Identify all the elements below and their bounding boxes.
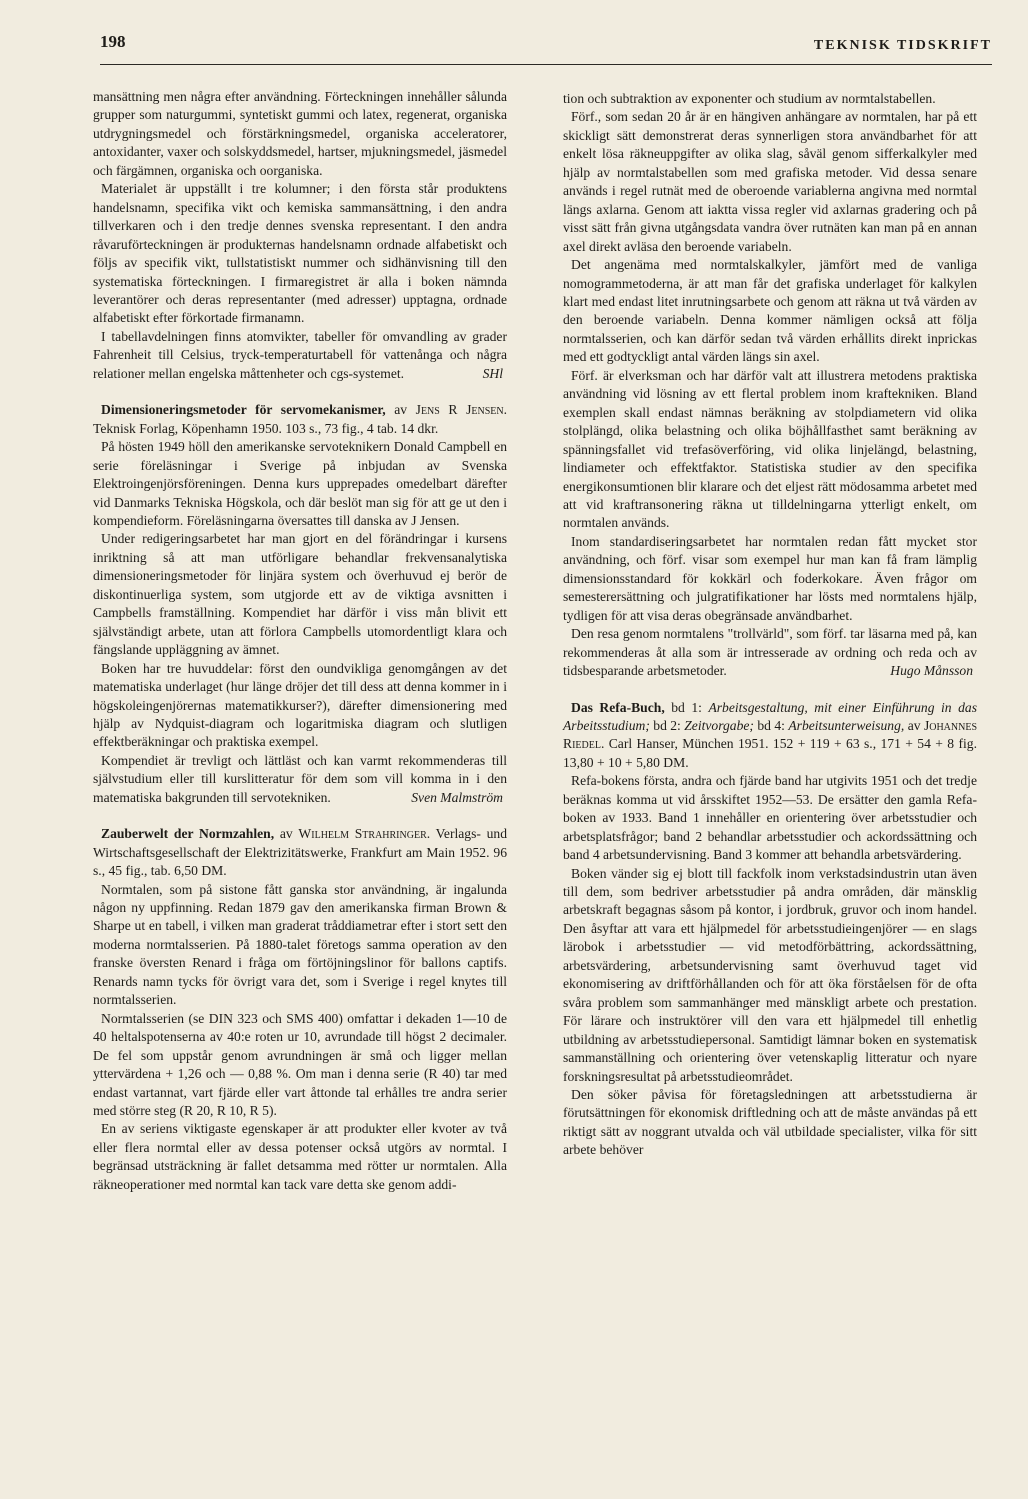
review-servomekanismer-heading	[93, 401, 507, 438]
review-paragraph-text: Den resa genom normtalens "trollvärld", som förf. tar läsarna med på, kan rekommenderas åt alla som är intresserade av ordning och reda och av tidsbesparande arbetsmetoder.	[563, 626, 977, 679]
review-author: Johannes Riedel	[563, 717, 978, 752]
right-column	[563, 90, 977, 1160]
volume-title: Arbeitsgestaltung, mit einer Einführung in das Arbeitsstudium;	[563, 699, 977, 733]
review-paragraph: Under redigeringsarbetet har man gjort en del förändringar i kursens inriktning så att man utförligare behandlar frekvensanalytiska dimensioneringsmetoder för linjära system och överhuvud ej berör de diskontinuerliga system, som utgjorde ett av de viktiga avsnitten i Campbells framställning. Kompendiet har därför i viss mån blivit ett självständigt arbete, utan att förlora Campbells utomordentligt klara och fängslande uppläggning av ämnet.	[93, 531, 507, 658]
volume-label: bd 4:	[757, 717, 785, 733]
review-title: Das Refa-Buch,	[571, 699, 665, 715]
review-paragraph: På hösten 1949 höll den amerikanske servoteknikern Donald Campbell en serie föreläsningar i Sverige på inbjudan av Svenska Elektroingenjörsföreningen. Denna kurs upprepades omedelbart därefter vid Danmarks Tekniska Högskola, och där beslöt man sig för att ge ut den i kompendieform. Föreläsningarna översattes till danska av J Jensen.	[93, 439, 507, 528]
volume-label: bd 1:	[671, 699, 702, 715]
volume-title: Arbeitsunterweisung,	[788, 717, 905, 733]
review-author: Wilhelm Strahringer	[298, 826, 427, 842]
page-number: 198	[100, 32, 126, 51]
intro-signature: SHl	[482, 365, 503, 381]
intro-paragraph-2: Materialet är uppställt i tre kolumner; i den första står produktens handelsnamn, specifika vikt och kemiska sammansättning, i den andra tillverkaren och i den tredje dennes svenska representant. I den andra råvaruförteckningen är produkternas handelsnamn ordnade alfabetiskt och följs av specifik vikt, tullstatistiskt nummer och sidhänvisning till den systematiska förteckningen. I firmaregistret är alla i boken nämnda leverantörer och deras representanter (med adresser) upptagna, ordnade alfabetiskt efter förkortade firmanamn.	[93, 181, 507, 326]
review-title: Zauberwelt der Normzahlen,	[101, 826, 275, 842]
review-paragraph: Förf., som sedan 20 år är en hängiven anhängare av normtalen, har på ett skickligt sätt demonstrerat deras synnerligen stora användbarhet för att enkelt lösa räkneuppgifter av olika slag, såväl genom sifferkalkyler med hjälp av normtalstabellen som med grafiska metoder. Vid dessa senare används i regel rutnät med de oberoende variablerna angivna med normtal längs axlarna. Genom att iaktta vissa regler vid axlarnas gradering och på visst sätt från givna utgångsdata vandra över rutnäten kan man på en annan axel direkt avläsa den beroende variabeln.	[563, 109, 977, 254]
review-details: . Verlags- und Wirtschaftsgesellschaft der Elektrizitätswerke, Frankfurt am Main 1952. 96 s., 45 fig., tab. 6,50 DM.	[93, 826, 507, 879]
review-paragraph: En av seriens viktigaste egenskaper är att produkter eller kvoter av två eller flera normtal eller av dessa potenser också utgörs av normtal. I begränsad utsträckning är fallet detsamma med rötter ur normtalen. Alla räkneoperationer med normtal kan tack vare detta ske genom addi-	[93, 1121, 507, 1192]
author-prefix: av	[279, 826, 293, 842]
review-paragraph-continued: tion och subtraktion av exponenter och studium av normtalstabellen.	[563, 91, 936, 106]
review-paragraph: Det angenäma med normtalskalkyler, jämfört med de vanliga nomogrammetoderna, är att man får det grafiska underlaget för kalkylen klart med endast litet inrutningsarbete och genom att räkna ut två värden av den beroende variabeln. Denna kommer nämligen också att följa normtalsserien, och kan därför sedan två värden erhållits direkt inprickas med ett godtyckligt antal värden längs sin axel.	[563, 257, 977, 365]
review-normzahlen-heading	[93, 825, 507, 880]
review-paragraph: Den söker påvisa för företagsledningen att arbetsstudierna är förutsättningen för ekonomisk driftledning och att de måste användas på ett riktigt sätt av noggrant utvalda och väl utbildade specialister, vilka för sitt arbete behöver	[563, 1087, 977, 1158]
volume-label: bd 2:	[653, 717, 681, 733]
author-prefix: av	[907, 717, 921, 733]
review-paragraph: Normtalsserien (se DIN 323 och SMS 400) omfattar i dekaden 1—10 de 40 heltalspotenserna av 40:e roten ur 10, avrundade till högst 2 decimaler. De fel som uppstår genom avrundningen är små och ligger mellan yttervärdena + 1,26 och — 0,88 %. Om man i denna serie (R 40) tar med endast vartannat, vart fjärde eller vart åttonde tal erhålles tre andra serier med större steg (R 20, R 10, R 5).	[93, 1010, 507, 1119]
reviewer-signature: Hugo Månsson	[890, 663, 973, 679]
page-header	[100, 30, 992, 65]
review-paragraph: Boken har tre huvuddelar: först den oundvikliga genomgången av det matematiska underlaget (hur länge dröjer det till dess att denna kommer in i högskoleingenjörernas matematikkurser?), därefter dimensionering med hjälp av Nydquist-diagram och logaritmiska diagram och slutligen effektberäkningar och praktiska exempel.	[93, 660, 507, 750]
volume-title: Zeitvorgabe;	[684, 717, 754, 733]
review-title: Dimensioneringsmetoder för servomekanismer,	[101, 402, 386, 418]
journal-title: TEKNISK TIDSKRIFT	[813, 38, 992, 53]
reviewer-signature: Sven Malmström	[411, 789, 503, 805]
review-paragraph: Förf. är elverksman och har därför valt att illustrera metodens praktiska användning vid lösning av ett flertal problem inom kraftekniken. Bland exemplen skall endast nämnas beräkning av stolpdiametern vid olika stolplängd, olika belastning och olika böjhållfasthet samt beräkning av spänningsfallet vid trefasöverföring, vid olika linjelängd, belastning, lindiameter och effektfaktor. Statistiska studier av den specifika energikonsumtionen blir klarare och det eljest rätt mödosamma arbetet med att vid kraftransonering räkna ut tilldelningarna ytterligt enkelt, om normtalen används.	[563, 367, 977, 531]
intro-paragraph-3-text: I tabellavdelningen finns atomvikter, tabeller för omvandling av grader Fahrenheit till Celsius, tryck-temperaturtabell för vattenånga och några relationer mellan engelska måttenheter och cgs-systemet.	[93, 328, 507, 381]
review-paragraph-final	[563, 625, 977, 680]
left-column	[93, 88, 507, 1194]
review-paragraph-text: Kompendiet är trevligt och lättläst och kan varmt rekommenderas till självstudium eller till kurslitteratur för dem som vill komma in i den matematiska bakgrunden till servotekniken.	[93, 752, 507, 805]
review-paragraph: Boken vänder sig ej blott till fackfolk inom verkstadsindustrin utan även till dem, som bedriver arbetsstudier på andra områden, där mänsklig arbetskraft begagnas såsom på kontor, i jordbruk, gruvor och inom handel. Den åsyftar att vara ett hjälpmedel för arbetsstudieingenjörer — en slags lärobok i arbetsstudier — vid metodförbättring, ackordssättning, arbetsvärdering, arbetsundervisning samt överhuvud taget vid ekonomisering av driftförhållanden och för att öka förståelsen för de ofta svåra problem som sammanhänger med mänskligt arbete och prestation. För lärare och instruktörer vill den vara ett hjälpmedel till enhetlig utbildning av arbetsstudiepersonal. Samtidigt lämnar boken en systematisk sammanställning och orientering över vetenskaplig litteratur och nyare forskningsresultat på arbetsstudieområdet.	[563, 865, 977, 1084]
intro-paragraph-1: mansättning men några efter användning. Förteckningen innehåller sålunda grupper som naturgummi, syntetiskt gummi och latex, regenerat, organiska utdrygningsmedel och förstärkningsmedel, organiska acceleratorer, antoxidanter, vaxer och solskyddsmedel, hartser, mjukningsmedel, jäsmedel och färgämnen, organiska och oorganiska.	[93, 89, 507, 178]
review-refa-buch-heading	[563, 699, 977, 773]
review-details: . Teknisk Forlag, Köpenhamn 1950. 103 s., 73 fig., 4 tab. 14 dkr.	[93, 402, 508, 436]
review-paragraph-final	[93, 752, 507, 807]
review-details: . Carl Hanser, München 1951. 152 + 119 + 63 s., 171 + 54 + 8 fig. 13,80 + 10 + 5,80 DM.	[563, 736, 977, 770]
review-paragraph: Normtalen, som på sistone fått ganska stor användning, är ingalunda någon ny uppfinning. Redan 1879 gav den amerikanska firman Brown & Sharpe ut en tabell, i vilken man graderat tråddiametrar efter i stort sett den moderna normtalsserien. På 1880-talet företogs samma operation av den franske översten Renard i fråga om förtöjningslinor för ballons captifs. Renards namn tycks för övrigt vara det, som i Sverige i regel knytes till normtalsserien.	[93, 881, 507, 1008]
review-paragraph: Inom standardiseringsarbetet har normtalen redan fått mycket stor användning, och förf. visar som exempel hur man kan få fram lämplig dimensionsstandard för kokkärl och foderkokare. Även frågor om semesterersättning och julgratifikationer har lösts med normtalens hjälp, tydligen för att visa deras obegränsade användbarhet.	[563, 533, 977, 623]
intro-paragraph-3	[93, 328, 507, 383]
author-prefix: av	[394, 402, 408, 418]
review-paragraph: Refa-bokens första, andra och fjärde band har utgivits 1951 och det tredje beräknas komma ut vid årsskiftet 1952—53. De ersätter den gamla Refa-boken av 1933. Band 1 innehåller en orientering över arbetsstudier och arbetsplatsfrågor; band 2 behandlar arbetsstudier och ackordssättning och band 4 arbetsundervisning. Band 3 kommer att behandla arbetsvärdering.	[563, 773, 977, 863]
review-author: Jens R Jensen	[415, 402, 504, 418]
